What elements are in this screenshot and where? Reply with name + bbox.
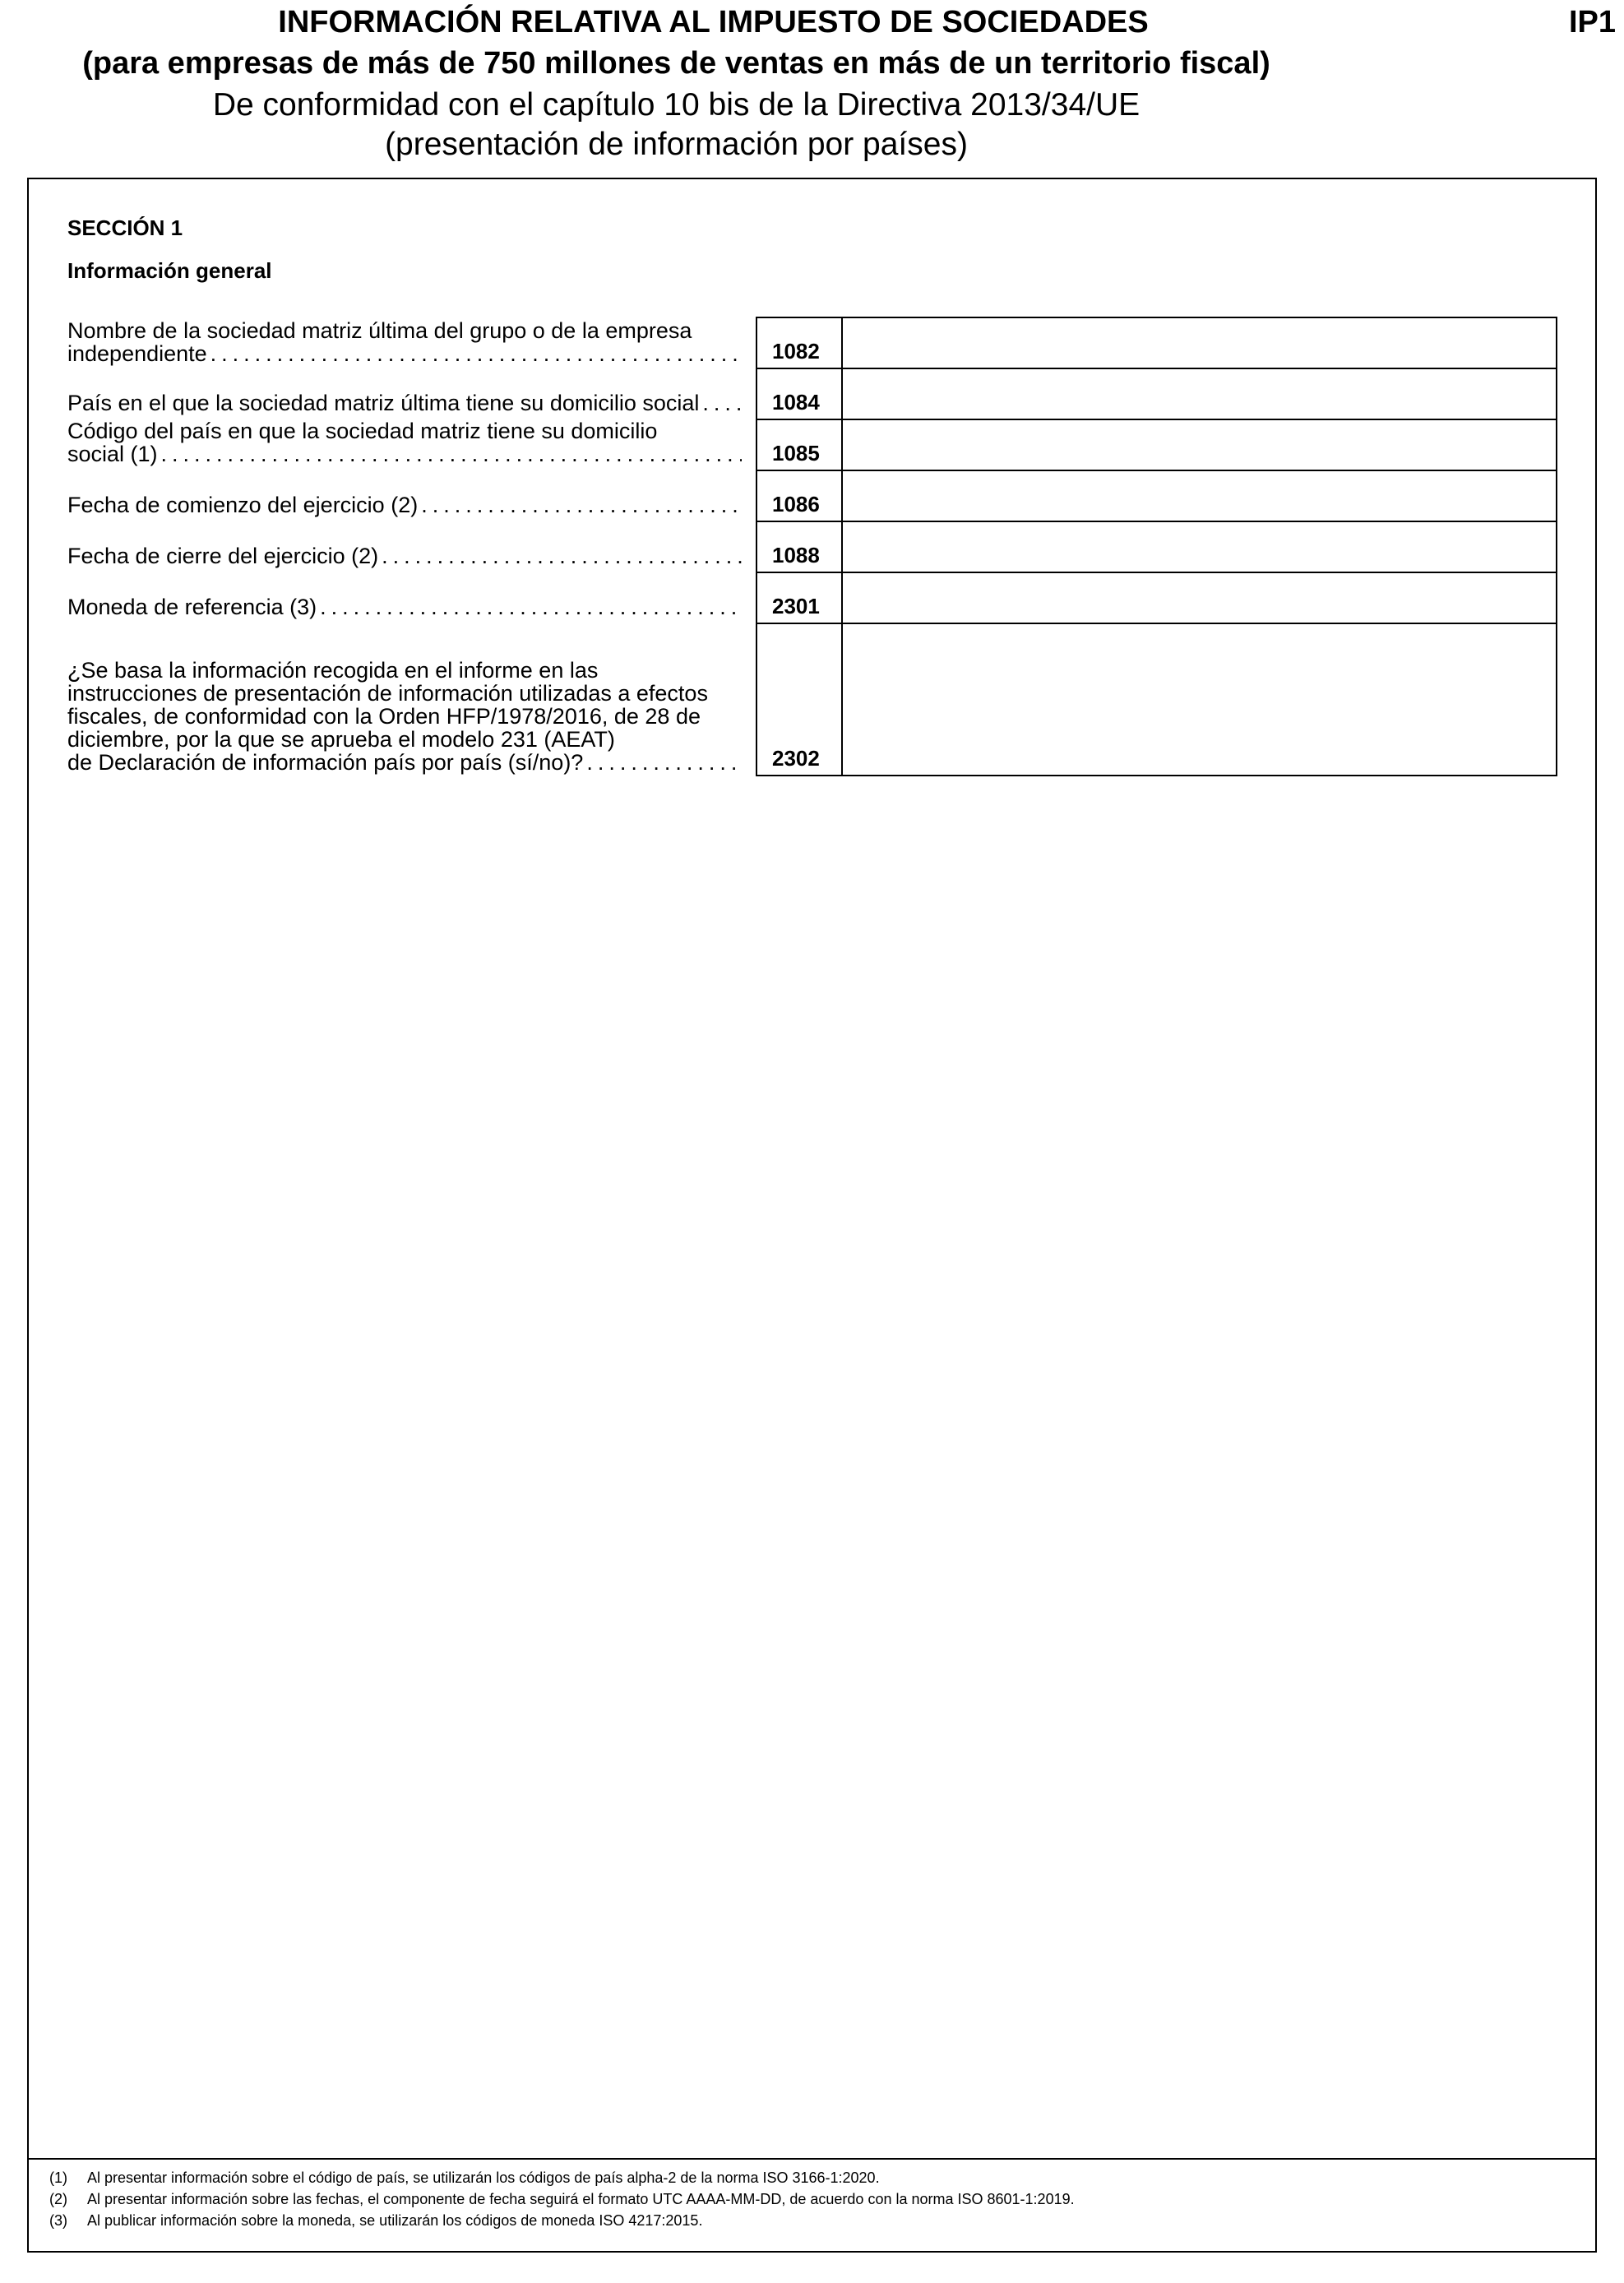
- footnote-number: (1): [49, 2170, 67, 2186]
- directive-line: De conformidad con el capítulo 10 bis de la Directiva 2013/34/UE: [212, 87, 1141, 123]
- question-1086: [67, 493, 742, 516]
- field-1086[interactable]: [756, 470, 1557, 522]
- footnote-text: Al publicar información sobre la moneda, se utilizarán los códigos de moneda ISO 4217:2015.: [87, 2212, 703, 2229]
- footnote-2: [49, 2189, 1075, 2209]
- leader-dots: [382, 544, 742, 567]
- field-code: 1082: [772, 339, 820, 364]
- question-label: Fecha de comienzo del ejercicio (2): [67, 493, 419, 517]
- question-label: independiente: [67, 341, 207, 366]
- footnote-text: Al presentar información sobre las fechas, el componente de fecha seguirá el formato UTC AAAA-MM-DD, de acuerdo con la norma ISO 8601-1:2019.: [87, 2191, 1075, 2207]
- form-subtitle: (para empresas de más de 750 millones de ventas en más de un territorio fiscal): [82, 46, 1270, 81]
- question-line: Nombre de la sociedad matriz última del grupo o de la empresa: [67, 318, 692, 343]
- question-line: Código del país en que la sociedad matriz tiene su domicilio: [67, 419, 658, 443]
- field-1085[interactable]: [756, 419, 1557, 471]
- question-label: social (1): [67, 442, 158, 466]
- field-code: 1084: [772, 390, 820, 414]
- question-line: ¿Se basa la información recogida en el informe en las: [67, 658, 599, 683]
- leader-dots: [702, 391, 742, 414]
- form-title: INFORMACIÓN RELATIVA AL IMPUESTO DE SOCIEDADES: [278, 5, 1149, 39]
- footnote-text: Al presentar información sobre el código de país, se utilizarán los códigos de país alpha-2 de la norma ISO 3166-1:2020.: [87, 2170, 880, 2186]
- question-2302: [67, 659, 742, 774]
- footnote-1: [49, 2168, 880, 2188]
- form-code: IP1: [1568, 5, 1616, 39]
- question-label: País en el que la sociedad matriz última tiene su domicilio social: [67, 391, 700, 415]
- question-label: de Declaración de información país por país (sí/no)?: [67, 750, 584, 775]
- section-subtitle: Información general: [67, 258, 272, 283]
- leader-dots: [211, 342, 742, 365]
- field-code: 2301: [772, 594, 820, 618]
- question-2301: [67, 595, 742, 618]
- footnote-number: (3): [49, 2212, 67, 2229]
- field-2302[interactable]: [756, 623, 1557, 776]
- field-code: 1086: [772, 492, 820, 516]
- leader-dots: [421, 493, 742, 516]
- question-label: Fecha de cierre del ejercicio (2): [67, 544, 379, 568]
- question-line: fiscales, de conformidad con la Orden HFP/1978/2016, de 28 de: [67, 704, 701, 729]
- question-line: diciembre, por la que se aprueba el modelo 231 (AEAT): [67, 727, 615, 752]
- field-code: 2302: [772, 746, 820, 771]
- field-code: 1085: [772, 441, 820, 465]
- field-2301[interactable]: [756, 572, 1557, 624]
- leader-dots: [320, 595, 742, 618]
- question-1085: [67, 419, 742, 465]
- field-1082[interactable]: [756, 317, 1557, 369]
- question-1082: [67, 319, 742, 365]
- leader-dots: [586, 751, 742, 774]
- presentation-line: (presentación de información por países): [385, 127, 968, 162]
- question-line: instrucciones de presentación de información utilizadas a efectos: [67, 681, 708, 706]
- footnote-number: (2): [49, 2191, 67, 2207]
- footnote-3: [49, 2211, 702, 2230]
- field-code: 1088: [772, 543, 820, 567]
- question-1088: [67, 544, 742, 567]
- question-label: Moneda de referencia (3): [67, 595, 317, 619]
- question-1084: [67, 391, 742, 414]
- footnote-separator: [29, 2158, 1595, 2160]
- leader-dots: [161, 442, 742, 465]
- section-title: SECCIÓN 1: [67, 215, 183, 240]
- field-1088[interactable]: [756, 521, 1557, 573]
- field-1084[interactable]: [756, 368, 1557, 420]
